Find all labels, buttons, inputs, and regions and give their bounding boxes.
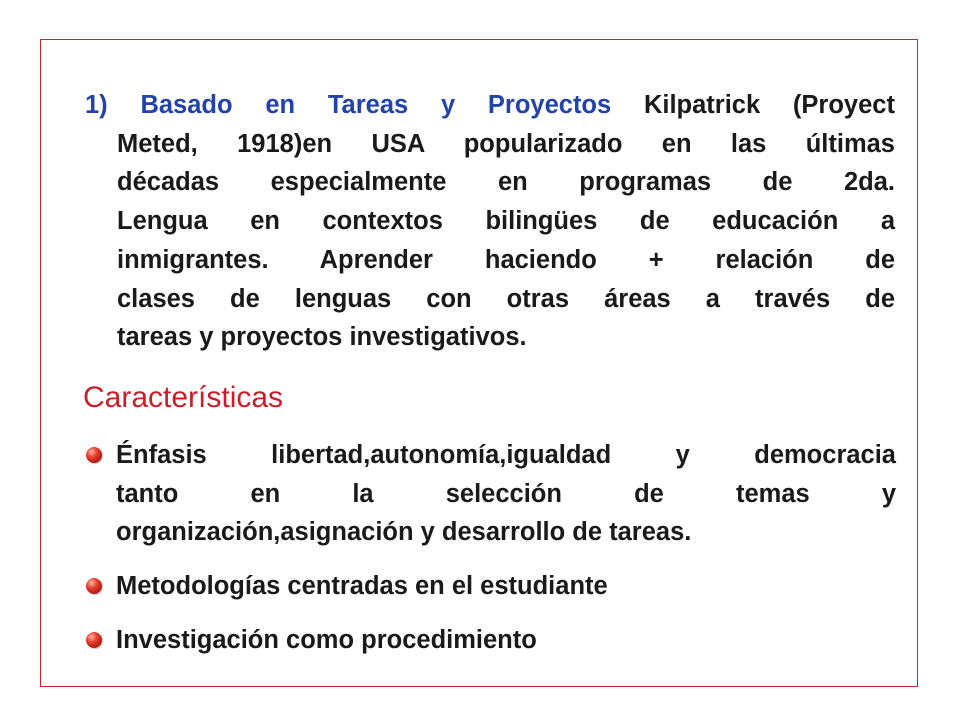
bullet-line: organización,asignación y desarrollo de tareas.	[116, 518, 692, 547]
section-heading: Características	[83, 381, 284, 414]
intro-line: inmigrantes. Aprender haciendo + relación de	[117, 245, 895, 274]
bullet-line: Metodologías centradas en el estudiante	[116, 572, 608, 601]
intro-line-1-rest: Kilpatrick (Proyect	[643, 91, 895, 119]
intro-number: 1)	[85, 91, 108, 119]
bullet-list	[86, 436, 896, 660]
bullet-line: Investigación como procedimiento	[116, 625, 537, 654]
bullet-item	[86, 567, 896, 606]
bullet-line: tanto en la selección de temas y	[116, 479, 896, 508]
intro-line: tareas y proyectos investigativos.	[117, 323, 527, 352]
bullet-icon	[86, 578, 102, 594]
intro-paragraph	[85, 86, 895, 357]
intro-line: décadas especialmente en programas de 2da.	[117, 168, 895, 197]
bullet-line: Énfasis libertad,autonomía,igualdad y democracia	[116, 441, 896, 469]
bullet-item	[86, 621, 896, 660]
intro-line: clases de lenguas con otras áreas a través de	[117, 284, 895, 313]
intro-line: Meted, 1918)en USA popularizado en las últimas	[117, 129, 895, 158]
intro-line: Lengua en contextos bilingües de educación a	[117, 207, 895, 236]
intro-line-1	[85, 86, 895, 125]
intro-highlight: Basado en Tareas y Proyectos	[140, 91, 612, 119]
bullet-item	[86, 436, 896, 552]
bullet-icon	[86, 632, 102, 648]
bullet-icon	[86, 447, 102, 463]
